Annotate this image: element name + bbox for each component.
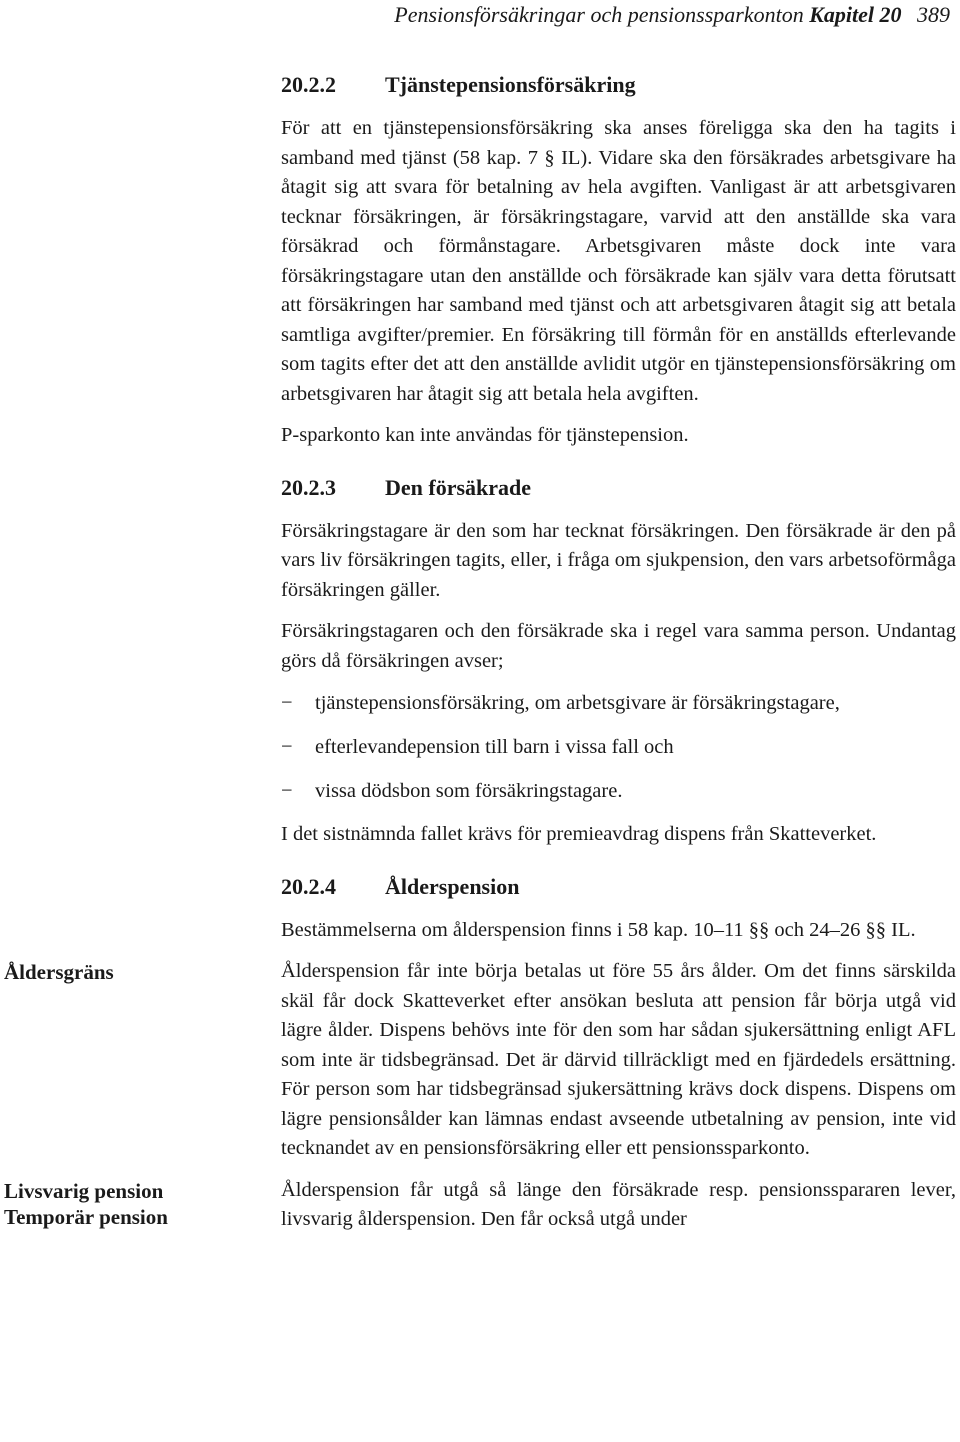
paragraph: Försäkringstagare är den som har tecknat försäkringen. Den försäkrade är den på vars liv försäkringen tagits, eller, i fråga om sjukpension, den vars arbetsoförmåga försäkringen gäller. bbox=[281, 519, 956, 601]
paragraph: Bestämmelserna om ålderspension finns i 58 kap. 10–11 §§ och 24–26 §§ IL. bbox=[281, 918, 916, 941]
section-title: Ålderspension bbox=[385, 873, 520, 899]
section-heading bbox=[281, 872, 956, 902]
section-heading bbox=[281, 70, 956, 100]
section-alderspension bbox=[281, 872, 956, 1235]
section-number: 20.2.3 bbox=[281, 474, 336, 500]
margin-note-aldersgrans: Åldersgräns bbox=[4, 960, 114, 984]
running-title: Pensionsförsäkringar och pensionssparkonton bbox=[394, 2, 804, 27]
section-tjanstepension bbox=[281, 70, 956, 451]
exception-list bbox=[281, 688, 956, 806]
dash-icon: − bbox=[281, 692, 293, 714]
margin-note-livsvarig bbox=[4, 1178, 244, 1230]
section-number: 20.2.4 bbox=[281, 873, 336, 899]
margin-note-temporar-label: Temporär pension bbox=[4, 1204, 168, 1229]
section-number: 20.2.2 bbox=[281, 72, 336, 97]
main-content bbox=[281, 70, 956, 1257]
list-item: − tjänstepensionsförsäkring, om arbetsgivare är försäkringstagare, bbox=[281, 688, 956, 718]
dash-icon: − bbox=[281, 780, 293, 802]
paragraph: Ålderspension får inte börja betalas ut före 55 års ålder. Om det finns särskilda skäl får dock Skatteverket efter ansökan besluta att pension får börja utgå vid lägre ålder. Dispens behövs inte för den som har sådan sjukersättning enligt AFL som inte är tidsbegränsad. Det är därvid tillräckligt med en fjärdedels ersättning. För person som har tidsbegränsad sjukersättning krävs dock dispens. Dispens om lägre pensionsålder kan lämnas endast avseende utbetalning av pension, inte vid tecknandet av en pensionsförsäkring eller ett pensionssparkonto. bbox=[281, 960, 956, 1159]
paragraph: Ålderspension får utgå så länge den försäkrade resp. pensionsspararen lever, livsvarig ålderspension. Den får också utgå under bbox=[281, 1178, 956, 1230]
page-number: 389 bbox=[917, 2, 950, 27]
paragraph: För att en tjänstepensionsförsäkring ska anses föreligga ska den ha tagits i samband med tjänst (58 kap. 7 § IL). Vidare ska den försäkrades arbetsgivare ha åtagit sig att svara för betalning av hela avgiften. Vanligast är att arbetsgivaren tecknar försäkringen, är försäkringstagare, varvid att den anställde ska vara försäkrad och förmånstagare. Arbetsgivaren måste dock inte vara försäkringstagare utan den anställde och försäkrade kan själv vara detta förutsatt att försäkringen har samband med tjänst och att arbetsgivaren åtagit sig att betala samtliga avgifter/premier. En försäkring till förmån för en anställds efterlevande som tagits efter det att den anställde avlidit utgör en tjänstepensionsförsäkring om arbetsgivaren har åtagit sig att betala hela avgiften. bbox=[281, 117, 956, 405]
dash-icon: − bbox=[281, 736, 293, 758]
section-den-forsakrade bbox=[281, 473, 956, 850]
section-title: Tjänstepensionsförsäkring bbox=[385, 72, 636, 97]
paragraph: Försäkringstagaren och den försäkrade ska i regel vara samma person. Undantag görs då försäkringen avser; bbox=[281, 620, 956, 672]
page-header bbox=[0, 0, 950, 30]
list-item: − vissa dödsbon som försäkringstagare. bbox=[281, 776, 956, 806]
paragraph: P-sparkonto kan inte användas för tjänstepension. bbox=[281, 424, 689, 446]
chapter-label: Kapitel 20 bbox=[809, 2, 902, 27]
section-title: Den försäkrade bbox=[385, 474, 532, 500]
margin-note-livsvarig-label: Livsvarig pension bbox=[4, 1178, 164, 1203]
list-item: − efterlevandepension till barn i vissa fall och bbox=[281, 732, 956, 762]
paragraph: I det sistnämnda fallet krävs för premieavdrag dispens från Skatteverket. bbox=[281, 823, 877, 845]
section-heading bbox=[281, 473, 956, 503]
